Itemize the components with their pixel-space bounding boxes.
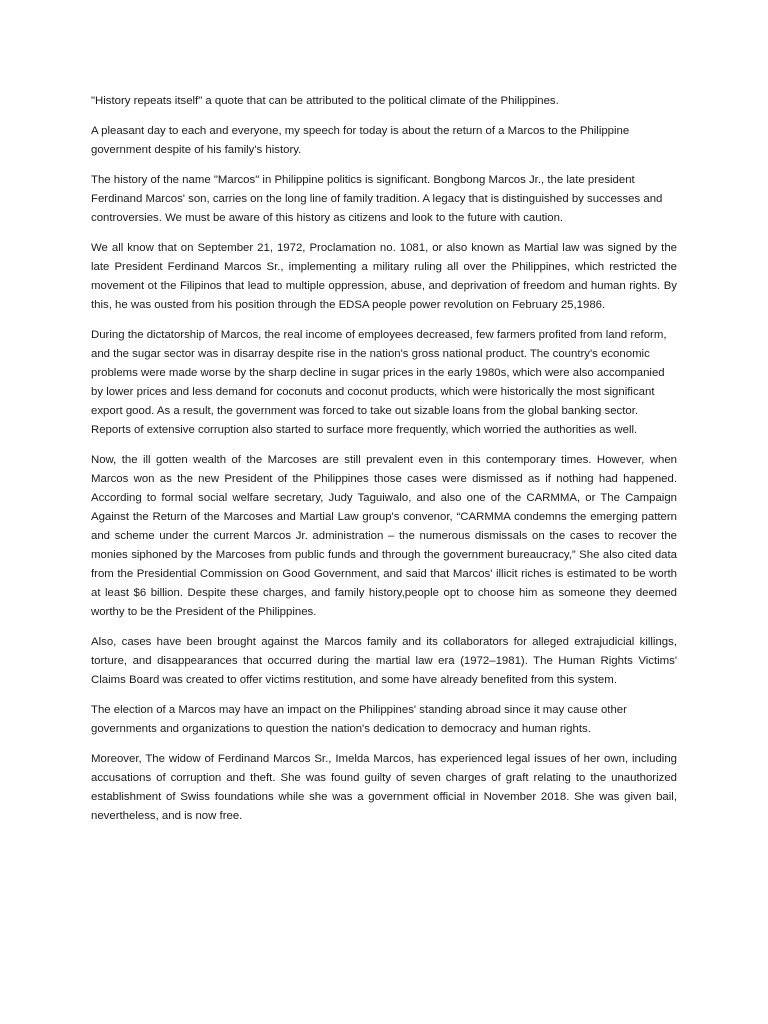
paragraph-imelda-marcos: Moreover, The widow of Ferdinand Marcos Sr., Imelda Marcos, has experienced legal issues of her own, including accusations of corruption and theft. She was found guilty of seven charges of graft relating to the unauthorized establishment of Swiss foundations while she was a government official in November 2018. She was given bail, nevertheless, and is now free. [91,753,677,822]
paragraph-martial-law: We all know that on September 21, 1972, Proclamation no. 1081, or also known as Martial law was signed by the late President Ferdinand Marcos Sr., implementing a military ruling all over the Philippines, which restricted the movement ot the Filipinos that lead to multiple oppression, abuse, and deprivation of freedom and human rights. By this, he was ousted from his position through the EDSA people power revolution on February 25,1986. [91,242,677,311]
paragraph-international-standing: The election of a Marcos may have an impact on the Philippines' standing abroad since it may cause other governments and organizations to question the nation's dedication to democracy and human rights. [91,704,627,735]
paragraph-marcos-history: The history of the name "Marcos" in Philippine politics is significant. Bongbong Marcos Jr., the late president Ferdinand Marcos' son, carries on the long line of family tradition. A legacy that is distinguished by successes and controversies. We must be aware of this history as citizens and look to the future with caution. [91,174,663,224]
paragraph-ill-gotten-wealth: Now, the ill gotten wealth of the Marcoses are still prevalent even in this contemporary times. However, when Marcos won as the new President of the Philippines those cases were dismissed as if nothing had happened. According to formal social welfare secretary, Judy Taguiwalo, and also one of the CARMMA, or The Campaign Against the Return of the Marcoses and Martial Law group's convenor, “CARMMA condemns the emerging pattern and scheme under the current Marcos Jr. administration – the numerous dismissals on the cases to recover the monies siphoned by the Marcoses from public funds and through the government bureaucracy,” She also cited data from the Presidential Commission on Good Government, and said that Marcos' illicit riches is estimated to be worth at least $6 billion. Despite these charges, and family history,people opt to choose him as someone they deemed worthy to be the President of the Philippines. [91,454,677,618]
paragraph-dictatorship-economy: During the dictatorship of Marcos, the real income of employees decreased, few farmers profited from land reform, and the sugar sector was in disarray despite rise in the nation's gross national product. The country's economic problems were made worse by the sharp decline in sugar prices in the early 1980s, which were also accompanied by lower prices and less demand for coconuts and coconut products, which were historically the most significant export good. As a result, the government was forced to take out sizable loans from the global banking sector. Reports of extensive corruption also started to surface more frequently, which worried the authorities as well. [91,329,667,436]
document-body [91,92,677,837]
paragraph-greeting: A pleasant day to each and everyone, my speech for today is about the return of a Marcos to the Philippine government despite of his family's history. [91,125,630,156]
paragraph-opening-quote: "History repeats itself" a quote that can be attributed to the political climate of the Philippines. [91,95,559,107]
paragraph-human-rights-cases: Also, cases have been brought against the Marcos family and its collaborators for alleged extrajudicial killings, torture, and disappearances that occurred during the martial law era (1972–1981). The Human Rights Victims' Claims Board was created to offer victims restitution, and some have already benefited from this system. [91,636,677,686]
